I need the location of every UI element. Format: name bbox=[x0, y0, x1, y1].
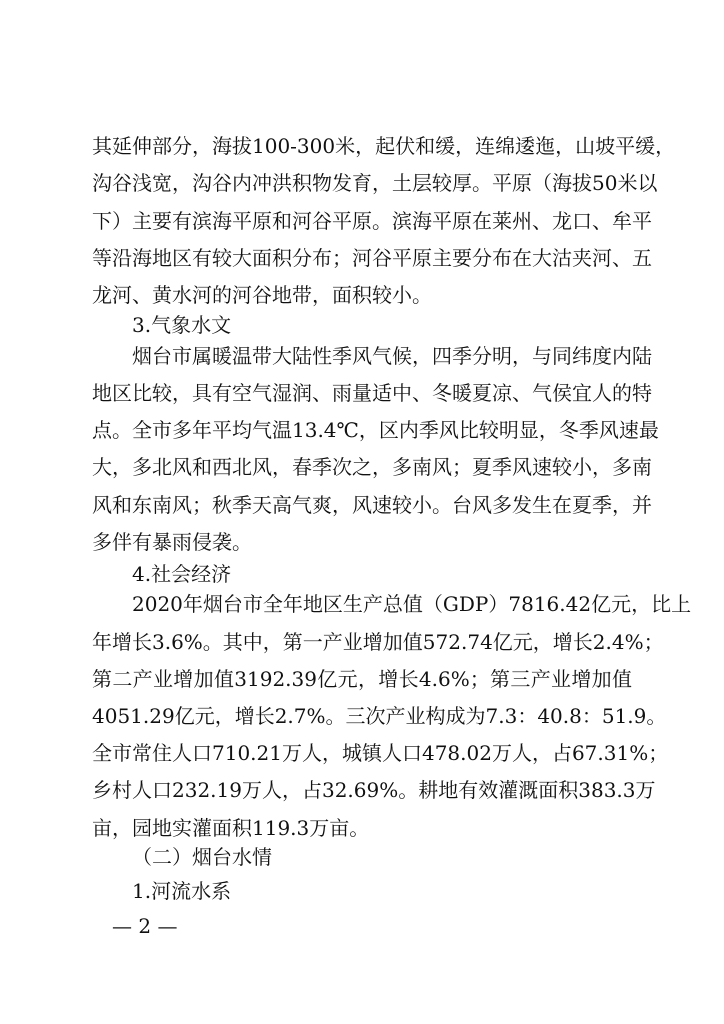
paragraph-line: 其延伸部分，海拔100-300米，起伏和缓，连绵逶迤，山坡平缓， bbox=[92, 134, 676, 158]
paragraph-line: 沟谷浅宽，沟谷内冲洪积物发育，土层较厚。平原（海拔50米以 bbox=[92, 171, 658, 195]
paragraph-line: 多伴有暴雨侵袭。 bbox=[92, 530, 252, 554]
section-heading: 1.河流水系 bbox=[132, 879, 232, 903]
paragraph-line: 下）主要有滨海平原和河谷平原。滨海平原在莱州、龙口、牟平 bbox=[92, 209, 652, 233]
paragraph-line: 地区比较，具有空气湿润、雨量适中、冬暖夏凉、气侯宜人的特 bbox=[92, 381, 652, 405]
paragraph-line: 龙河、黄水河的河谷地带，面积较小。 bbox=[92, 283, 432, 307]
paragraph-line: 2020年烟台市全年地区生产总值（GDP）7816.42亿元，比上 bbox=[132, 592, 692, 616]
paragraph-line: 大，多北风和西北风，春季次之，多南风；夏季风速较小，多南 bbox=[92, 455, 652, 479]
paragraph-line: 第二产业增加值3192.39亿元，增长4.6%；第三产业增加值 bbox=[92, 667, 632, 691]
paragraph-line: 亩，园地实灌面积119.3万亩。 bbox=[92, 816, 370, 840]
paragraph-line: 全市常住人口710.21万人，城镇人口478.02万人，占67.31%； bbox=[92, 741, 669, 765]
paragraph-line: 点。全市多年平均气温13.4℃，区内季风比较明显，冬季风速最 bbox=[92, 418, 659, 442]
paragraph-line: 年增长3.6%。其中，第一产业增加值572.74亿元，增长2.4%； bbox=[92, 630, 664, 654]
paragraph-line: 风和东南风；秋季天高气爽，风速较小。台风多发生在夏季，并 bbox=[92, 493, 652, 517]
section-heading: （二）烟台水情 bbox=[132, 845, 272, 869]
section-heading: 4.社会经济 bbox=[132, 562, 232, 586]
section-heading: 3.气象水文 bbox=[132, 313, 232, 337]
paragraph-line: 4051.29亿元，增长2.7%。三次产业构成为7.3：40.8：51.9。 bbox=[92, 704, 667, 728]
paragraph-line: 烟台市属暖温带大陆性季风气候，四季分明，与同纬度内陆 bbox=[132, 344, 652, 368]
paragraph-line: 等沿海地区有较大面积分布；河谷平原主要分布在大沽夹河、五 bbox=[92, 246, 652, 270]
page-number: — 2 — bbox=[112, 914, 178, 938]
paragraph-line: 乡村人口232.19万人，占32.69%。耕地有效灌溉面积383.3万 bbox=[92, 778, 656, 802]
